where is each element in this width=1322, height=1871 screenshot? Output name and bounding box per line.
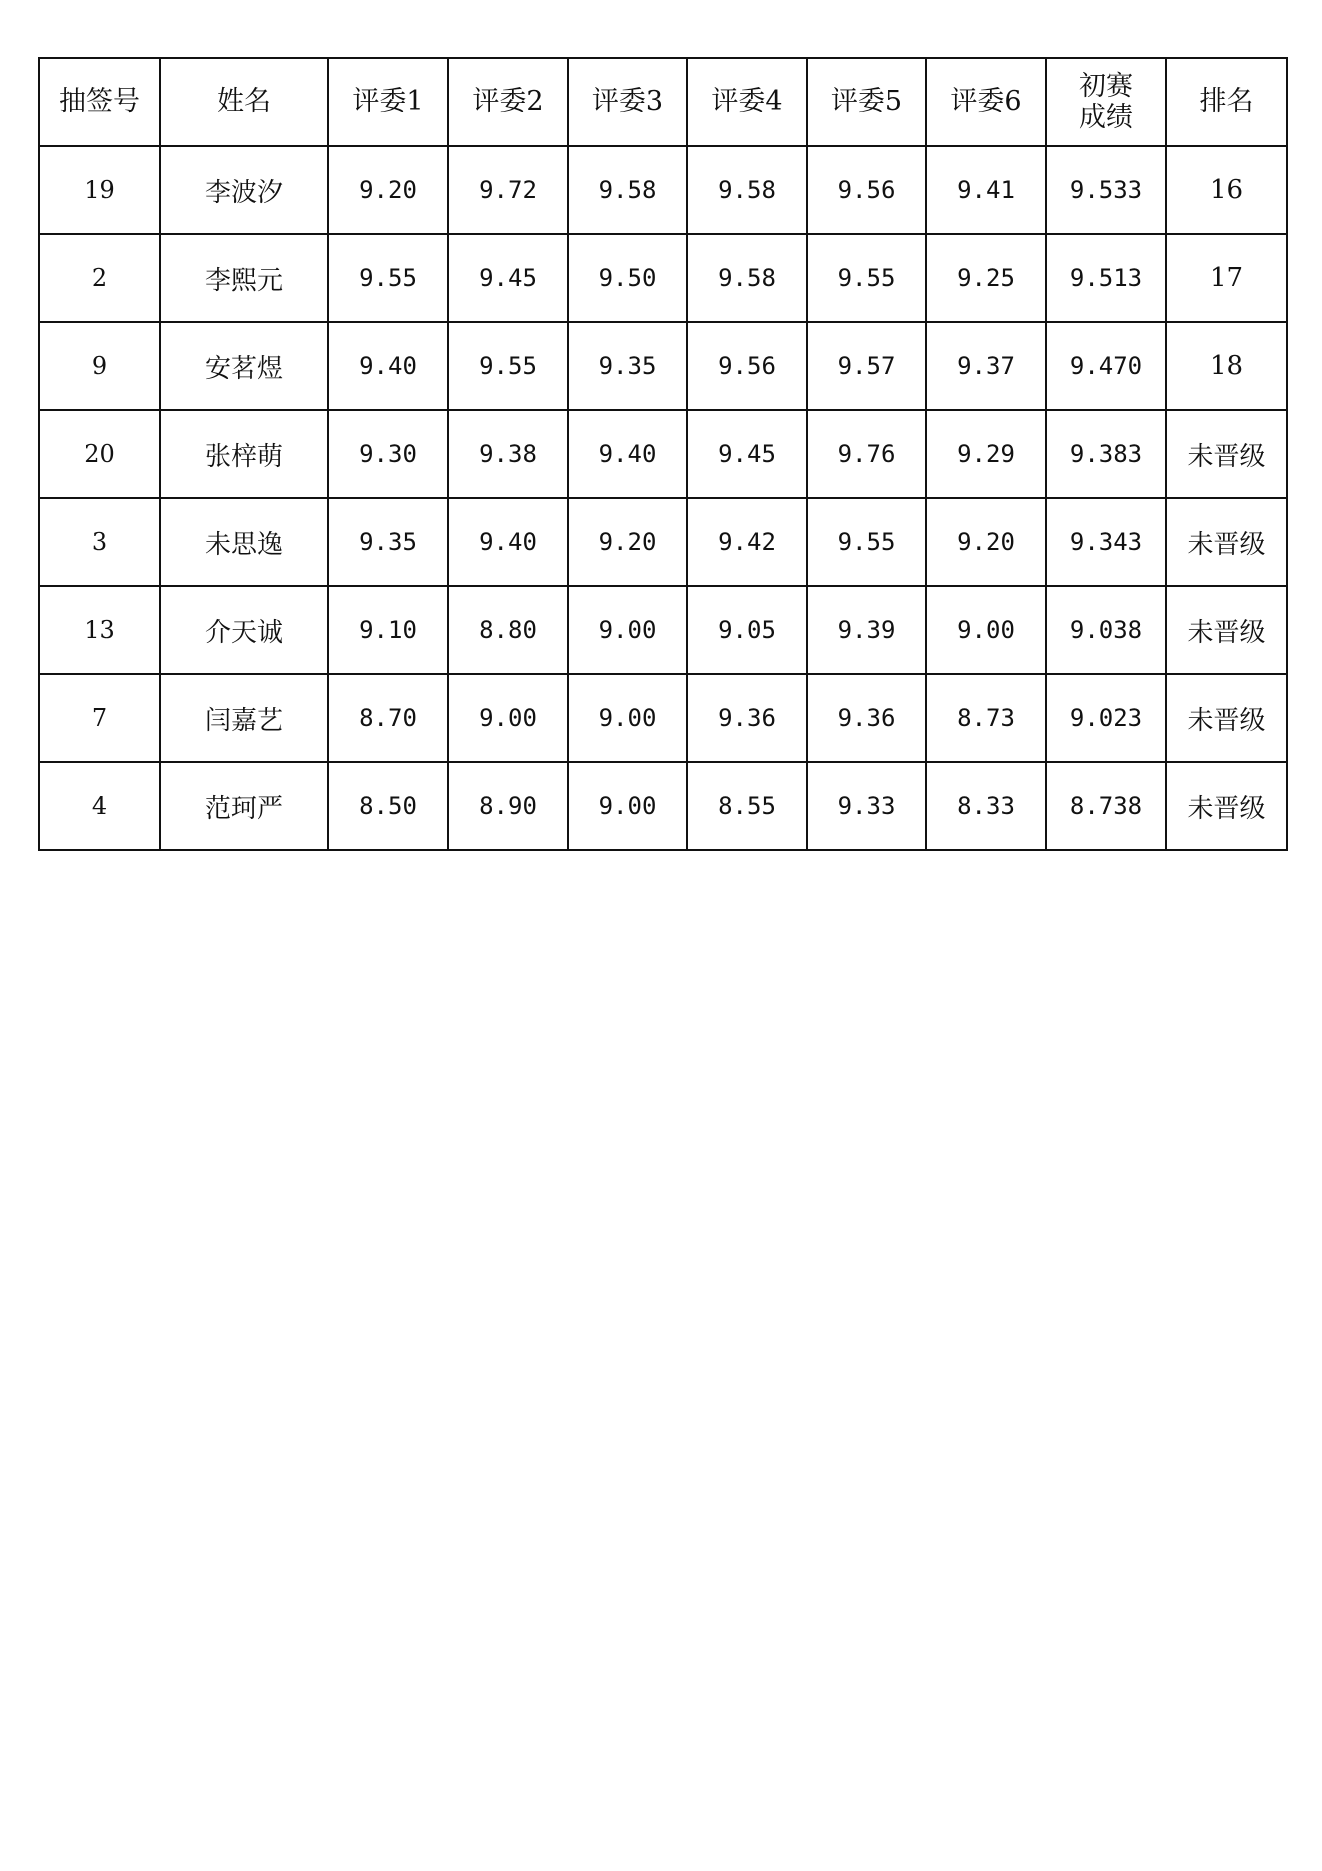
- header-prelim-score-label: 初赛成绩: [1078, 70, 1133, 133]
- cell-judge-3: 9.40: [568, 410, 687, 498]
- cell-judge-4: 9.58: [687, 146, 807, 234]
- cell-judge-6: 8.33: [926, 762, 1046, 850]
- cell-judge-1: 8.70: [328, 674, 448, 762]
- cell-draw-number: 13: [39, 586, 160, 674]
- cell-judge-6: 9.41: [926, 146, 1046, 234]
- cell-judge-5: 9.36: [807, 674, 926, 762]
- cell-name: 介天诚: [160, 586, 328, 674]
- cell-judge-3: 9.58: [568, 146, 687, 234]
- cell-prelim-score: 9.343: [1046, 498, 1166, 586]
- cell-draw-number: 2: [39, 234, 160, 322]
- cell-draw-number: 4: [39, 762, 160, 850]
- cell-draw-number: 9: [39, 322, 160, 410]
- cell-rank: 未晋级: [1166, 410, 1287, 498]
- cell-name: 未思逸: [160, 498, 328, 586]
- cell-judge-6: 9.37: [926, 322, 1046, 410]
- table-row: [39, 410, 1287, 498]
- cell-name: 李熙元: [160, 234, 328, 322]
- cell-judge-6: 9.25: [926, 234, 1046, 322]
- cell-judge-3: 9.00: [568, 762, 687, 850]
- cell-judge-1: 9.55: [328, 234, 448, 322]
- header-rank: 排名: [1166, 58, 1287, 146]
- table-row: [39, 498, 1287, 586]
- table-row: [39, 674, 1287, 762]
- cell-judge-5: 9.55: [807, 498, 926, 586]
- cell-prelim-score: 9.383: [1046, 410, 1166, 498]
- cell-rank: 18: [1166, 322, 1287, 410]
- cell-name: 闫嘉艺: [160, 674, 328, 762]
- cell-judge-3: 9.50: [568, 234, 687, 322]
- header-judge-2: 评委2: [448, 58, 568, 146]
- cell-judge-5: 9.76: [807, 410, 926, 498]
- cell-judge-2: 9.40: [448, 498, 568, 586]
- cell-judge-6: 9.29: [926, 410, 1046, 498]
- score-table: [38, 57, 1288, 851]
- cell-prelim-score: 8.738: [1046, 762, 1166, 850]
- cell-judge-4: 9.36: [687, 674, 807, 762]
- cell-judge-4: 9.58: [687, 234, 807, 322]
- cell-draw-number: 7: [39, 674, 160, 762]
- cell-rank: 未晋级: [1166, 674, 1287, 762]
- cell-judge-5: 9.56: [807, 146, 926, 234]
- cell-judge-2: 8.80: [448, 586, 568, 674]
- header-name: 姓名: [160, 58, 328, 146]
- cell-rank: 16: [1166, 146, 1287, 234]
- cell-judge-1: 9.20: [328, 146, 448, 234]
- cell-judge-2: 9.45: [448, 234, 568, 322]
- cell-judge-1: 9.10: [328, 586, 448, 674]
- cell-rank: 未晋级: [1166, 762, 1287, 850]
- cell-draw-number: 20: [39, 410, 160, 498]
- cell-prelim-score: 9.533: [1046, 146, 1166, 234]
- cell-judge-1: 9.35: [328, 498, 448, 586]
- cell-judge-4: 9.42: [687, 498, 807, 586]
- cell-draw-number: 3: [39, 498, 160, 586]
- cell-judge-6: 9.20: [926, 498, 1046, 586]
- cell-judge-2: 9.00: [448, 674, 568, 762]
- cell-judge-2: 9.72: [448, 146, 568, 234]
- table-row: [39, 146, 1287, 234]
- cell-judge-5: 9.33: [807, 762, 926, 850]
- header-draw-number: 抽签号: [39, 58, 160, 146]
- cell-rank: 未晋级: [1166, 498, 1287, 586]
- cell-judge-5: 9.57: [807, 322, 926, 410]
- cell-prelim-score: 9.513: [1046, 234, 1166, 322]
- cell-name: 范珂严: [160, 762, 328, 850]
- cell-judge-3: 9.20: [568, 498, 687, 586]
- cell-prelim-score: 9.038: [1046, 586, 1166, 674]
- header-prelim-score: [1046, 58, 1166, 146]
- cell-judge-3: 9.35: [568, 322, 687, 410]
- table-row: [39, 762, 1287, 850]
- table-row: [39, 234, 1287, 322]
- table-body: [39, 146, 1287, 850]
- cell-judge-4: 9.05: [687, 586, 807, 674]
- cell-name: 李波汐: [160, 146, 328, 234]
- cell-draw-number: 19: [39, 146, 160, 234]
- header-judge-5: 评委5: [807, 58, 926, 146]
- cell-judge-2: 9.38: [448, 410, 568, 498]
- cell-judge-1: 9.30: [328, 410, 448, 498]
- cell-rank: 17: [1166, 234, 1287, 322]
- cell-judge-5: 9.39: [807, 586, 926, 674]
- cell-judge-6: 8.73: [926, 674, 1046, 762]
- cell-prelim-score: 9.023: [1046, 674, 1166, 762]
- cell-judge-3: 9.00: [568, 586, 687, 674]
- cell-judge-1: 9.40: [328, 322, 448, 410]
- header-judge-4: 评委4: [687, 58, 807, 146]
- cell-judge-5: 9.55: [807, 234, 926, 322]
- cell-judge-4: 8.55: [687, 762, 807, 850]
- cell-name: 安茗煜: [160, 322, 328, 410]
- cell-judge-2: 8.90: [448, 762, 568, 850]
- cell-judge-6: 9.00: [926, 586, 1046, 674]
- cell-judge-4: 9.45: [687, 410, 807, 498]
- cell-judge-3: 9.00: [568, 674, 687, 762]
- header-judge-1: 评委1: [328, 58, 448, 146]
- header-judge-6: 评委6: [926, 58, 1046, 146]
- cell-rank: 未晋级: [1166, 586, 1287, 674]
- table-row: [39, 322, 1287, 410]
- header-judge-3: 评委3: [568, 58, 687, 146]
- cell-name: 张梓萌: [160, 410, 328, 498]
- table-row: [39, 586, 1287, 674]
- cell-judge-4: 9.56: [687, 322, 807, 410]
- cell-judge-2: 9.55: [448, 322, 568, 410]
- header-row: [39, 58, 1287, 146]
- cell-prelim-score: 9.470: [1046, 322, 1166, 410]
- cell-judge-1: 8.50: [328, 762, 448, 850]
